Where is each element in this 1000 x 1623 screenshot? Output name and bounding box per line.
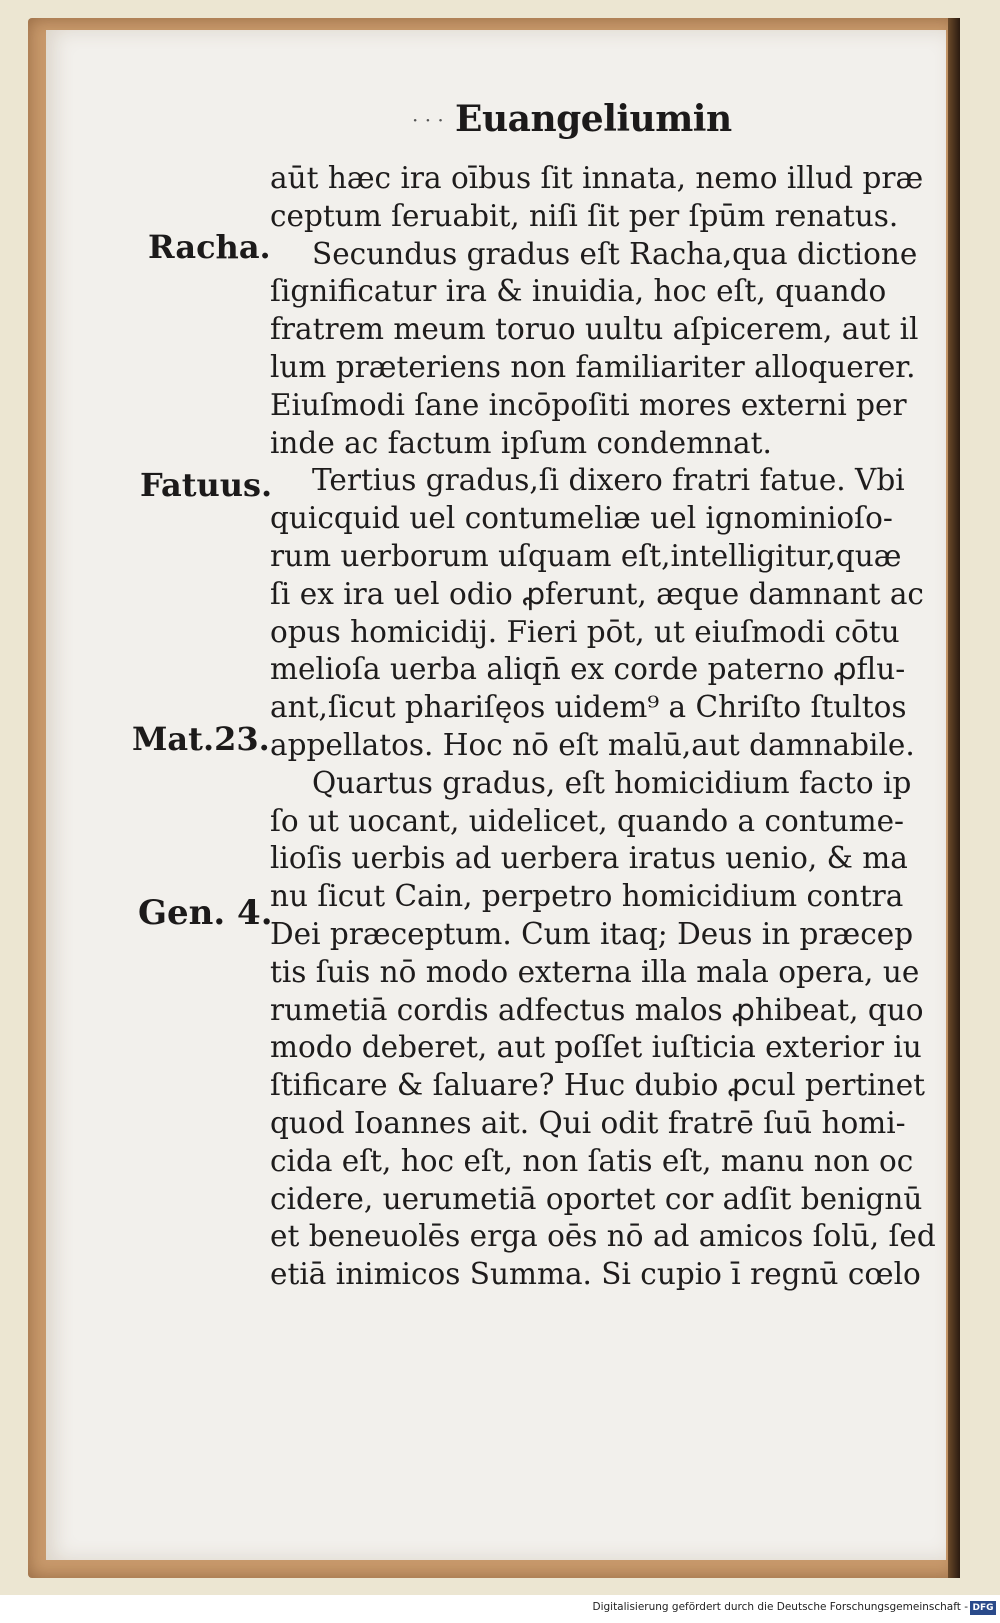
text-line: lioſis uerbis ad uerbera iratus uenio, & ma [270,841,908,876]
text-line: modo deberet, aut poſſet iuſticia exterior iu [270,1030,922,1065]
text-line: opus homicidij. Fieri pōt, ut eiuſmodi cōtu [270,614,900,649]
text-line: nu ſicut Cain, perpetro homicidium contra [270,879,904,914]
text-line: Dei præceptum. Cum itaq; Deus in præcep [270,916,914,951]
text-line: Secundus gradus eſt Racha,qua dictione [312,236,918,271]
footer-bar [0,1597,1000,1623]
text-line: Quartus gradus, eſt homicidium facto ip [312,765,912,800]
text-line: aūt hæc ira oībus ſit innata, nemo illud præ [270,161,924,195]
text-line: et beneuolēs erga oēs nō ad amicos ſolū, ſed [270,1219,936,1254]
text-line: ceptum ſeruabit, niſi ſit per ſpūm renatus. [270,198,899,233]
text-line: ſo ut uocant, uidelicet, quando a contume- [270,803,904,838]
text-line: ſtificare & ſaluare? Huc dubio ꝓcul pertinet [270,1068,926,1103]
running-head: Euangeliumin [455,98,732,140]
marginal-note-racha: Racha. [148,228,271,266]
text-line: appellatos. Hoc nō eſt malū,aut damnabile. [270,727,915,762]
text-line: tis ſuis nō modo externa illa mala opera, ue [270,954,920,989]
gutter-shadow [948,18,960,1578]
footer-credit: Digitalisierung gefördert durch die Deutsche Forschungsgemeinschaft - [592,1601,968,1613]
text-line: lum præteriens non familiariter alloquerer. [270,349,916,384]
text-line: etiā inimicos Summa. Si cupio ī regnū cœlo [270,1257,921,1292]
marginal-note-mat: Mat.23. [132,720,270,758]
dfg-logo: DFG [970,1601,996,1615]
text-line: ant,ſicut phariſęos uidem⁹ a Chriſto ſtultos [270,690,907,725]
text-line: Tertius gradus,ſi dixero fratri fatue. Vbi [312,463,905,498]
text-line: rumetiā cordis adfectus malos ꝓhibeat, quo [270,992,924,1027]
head-ornament: · · · [412,108,444,132]
text-line: cida eſt, hoc eſt, non ſatis eſt, manu non oc [270,1143,914,1178]
text-line: quod Ioannes ait. Qui odit fratrē ſuū homi- [270,1105,906,1140]
text-line: fratrem meum toruo uultu aſpicerem, aut il [270,312,919,347]
text-line: rum uerborum uſquam eſt,intelligitur,quæ [270,538,902,573]
marginal-note-gen: Gen. 4. [138,893,273,933]
text-line: inde ac factum ipſum condemnat. [270,425,772,460]
text-line: ſignificatur ira & inuidia, hoc eſt, quando [270,274,887,309]
text-line: melioſa uerba aliqn̄ ex corde paterno ꝓflu- [270,652,906,687]
body-text [270,160,936,1294]
text-line: quicquid uel contumeliæ uel ignominioſo- [270,501,893,536]
text-line: ſi ex ira uel odio ꝓferunt, æque damnant ac [270,576,924,611]
text-line: Eiuſmodi ſane incōpoſiti mores externi per [270,387,907,422]
text-line: cidere, uerumetiā oportet cor adſit benignū [270,1181,923,1216]
marginal-note-fatuus: Fatuus. [140,466,273,504]
